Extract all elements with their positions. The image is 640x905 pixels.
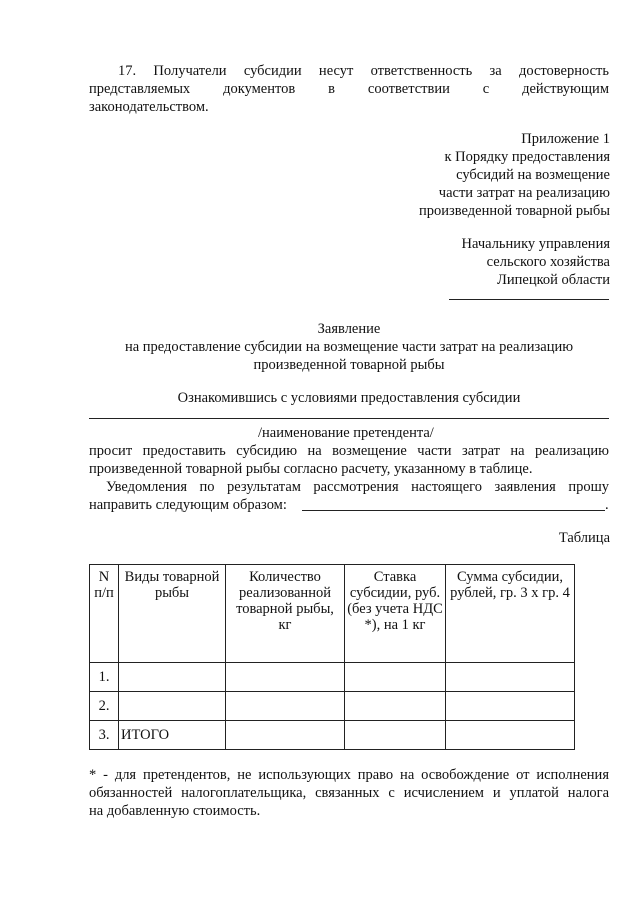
footnote-line3: на добавленную стоимость. bbox=[89, 803, 261, 819]
para17-line1: 17. Получатели субсидии несут ответственность за достоверность bbox=[118, 63, 609, 79]
row-quantity bbox=[226, 663, 345, 692]
footnote-line2: обязанностей налогоплательщика, связанных с исчислением и уплатой налога bbox=[89, 785, 609, 801]
row-rate bbox=[345, 663, 446, 692]
form-title: Заявление bbox=[317, 321, 381, 337]
appendix-line-1: Приложение 1 bbox=[521, 131, 610, 147]
notify-line2-prefix: направить следующим образом: bbox=[89, 497, 287, 513]
para17-line3: законодательством. bbox=[89, 99, 209, 115]
request-line2: произведенной товарной рыбы согласно расчету, указанному в таблице. bbox=[89, 461, 533, 477]
request-line1: просит предоставить субсидию на возмещение части затрат на реализацию bbox=[89, 443, 609, 459]
applicant-caption: /наименование претендента/ bbox=[258, 425, 434, 441]
row-kind: ИТОГО bbox=[119, 721, 226, 750]
row-rate bbox=[345, 721, 446, 750]
appendix-line-4: части затрат на реализацию bbox=[438, 185, 610, 201]
header-fish-kind: Виды товарной рыбы bbox=[119, 565, 226, 663]
addressee-line-1: Начальнику управления bbox=[461, 236, 610, 252]
addressee-signature-line bbox=[449, 299, 609, 300]
notify-line2-suffix: . bbox=[605, 497, 609, 513]
appendix-line-2: к Порядку предоставления bbox=[444, 149, 610, 165]
notify-method-line bbox=[302, 510, 605, 511]
row-rate bbox=[345, 692, 446, 721]
form-subtitle-line2: произведенной товарной рыбы bbox=[253, 357, 445, 373]
table-header-row bbox=[90, 565, 575, 663]
addressee-line-3: Липецкой области bbox=[497, 272, 610, 288]
row-num: 2. bbox=[90, 692, 119, 721]
subsidy-table bbox=[89, 564, 575, 750]
row-num: 1. bbox=[90, 663, 119, 692]
addressee-line-2: сельского хозяйства bbox=[486, 254, 610, 270]
row-quantity bbox=[226, 721, 345, 750]
form-subtitle-line1: на предоставление субсидии на возмещение части затрат на реализацию bbox=[124, 339, 574, 355]
applicant-name-line bbox=[89, 418, 609, 419]
row-kind bbox=[119, 692, 226, 721]
appendix-line-3: субсидий на возмещение bbox=[456, 167, 610, 183]
header-rate: Ставка субсидии, руб. (без учета НДС *), на 1 кг bbox=[345, 565, 446, 663]
table-row bbox=[90, 692, 575, 721]
row-sum bbox=[446, 663, 575, 692]
intro-text: Ознакомившись с условиями предоставления субсидии bbox=[177, 390, 521, 406]
header-sum: Сумма субсидии, рублей, гр. 3 x гр. 4 bbox=[446, 565, 575, 663]
header-num: N п/п bbox=[90, 565, 119, 663]
footnote-line1: * - для претендентов, не использующих право на освобождение от исполнения bbox=[89, 767, 609, 783]
table-caption: Таблица bbox=[558, 530, 610, 546]
notify-line1: Уведомления по результатам рассмотрения настоящего заявления прошу bbox=[106, 479, 609, 495]
row-quantity bbox=[226, 692, 345, 721]
appendix-line-5: произведенной товарной рыбы bbox=[419, 203, 610, 219]
row-sum bbox=[446, 721, 575, 750]
table-row bbox=[90, 663, 575, 692]
row-sum bbox=[446, 692, 575, 721]
header-quantity: Количество реализованной товарной рыбы, кг bbox=[226, 565, 345, 663]
table-row bbox=[90, 721, 575, 750]
row-kind bbox=[119, 663, 226, 692]
para17-line2: представляемых документов в соответствии с действующим bbox=[89, 81, 609, 97]
row-num: 3. bbox=[90, 721, 119, 750]
